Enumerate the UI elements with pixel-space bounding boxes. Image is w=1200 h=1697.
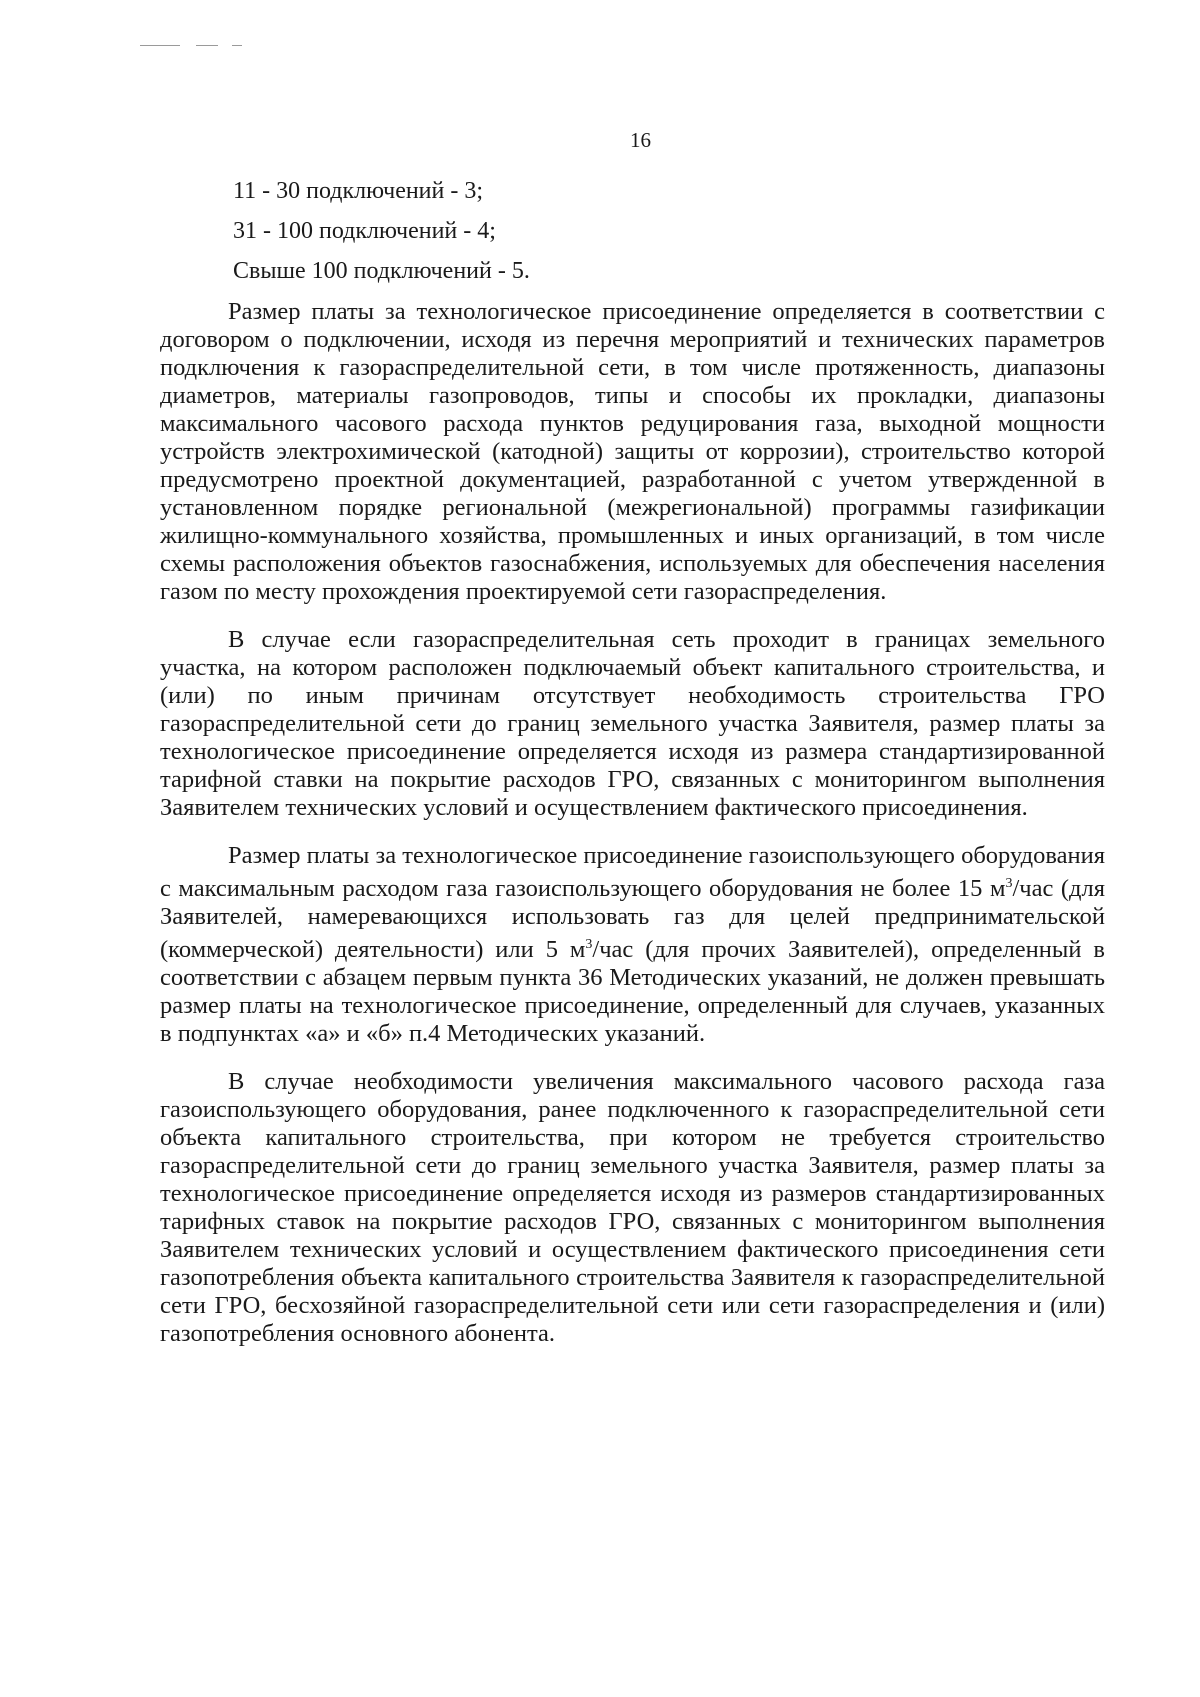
paragraph-text: Размер платы за технологическое присоединение газоиспользующего оборудования с максимальным расходом газа газоиспользующего оборудования не более 15 м: [160, 842, 1105, 903]
list-item: 11 - 30 подключений - 3;: [233, 178, 484, 204]
paragraph-text: /час (для Заявителей, намеревающихся использовать газ для целей предпринимательской (коммерческой) деятельности) или 5 м: [160, 875, 1106, 964]
superscript: 3: [1005, 876, 1013, 891]
page-number: 16: [630, 128, 651, 152]
scan-artifact: [232, 45, 242, 46]
scan-artifact: [196, 45, 218, 46]
body-text: [160, 298, 1105, 1368]
list-item: Свыше 100 подключений - 5.: [233, 258, 530, 284]
paragraph: В случае если газораспределительная сеть проходит в границах земельного участка, на котором расположен подключаемый объект капитального строительства, и (или) по иным причинам отсутствует необходимость строительства ГРО газораспределительной сети до границ земельного участка Заявителя, размер платы за технологическое присоединение определяется исходя из размера стандартизированной тарифной ставки на покрытие расходов ГРО, связанных с мониторингом выполнения Заявителем технических условий и осуществлением фактического присоединения.: [160, 626, 1105, 821]
paragraph: Размер платы за технологическое присоединение определяется в соответствии с договором о подключении, исходя из перечня мероприятий и технических параметров подключения к газораспределительной сети, в том числе протяженность, диапазоны диаметров, материалы газопроводов, типы и способы их прокладки, диапазоны максимального часового расхода пунктов редуцирования газа, выходной мощности устройств электрохимической (катодной) защиты от коррозии), строительство которой предусмотрено проектной документацией, разработанной с учетом утвержденной в установленном порядке региональной (межрегиональной) программы газификации жилищно-коммунального хозяйства, промышленных и иных организаций, в том числе схемы расположения объектов газоснабжения, используемых для обеспечения населения газом по месту прохождения проектируемой сети газораспределения.: [160, 298, 1105, 605]
paragraph-text: /час (для прочих Заявителей), определенный в соответствии с абзацем первым пункта 36 Методических указаний, не должен превышать размер платы на технологическое присоединение, определенный для случаев, указанных в подпунктах «а» и «б» п.4 Методических указаний.: [160, 936, 1105, 1048]
paragraph: В случае необходимости увеличения максимального часового расхода газа газоиспользующего оборудования, ранее подключенного к газораспределительной сети объекта капитального строительства, при котором не требуется строительство газораспределительной сети до границ земельного участка Заявителя, размер платы за технологическое присоединение определяется исходя из размеров стандартизированных тарифных ставок на покрытие расходов ГРО, связанных с мониторингом выполнения Заявителем технических условий и осуществлением фактического присоединения сети газопотребления объекта капитального строительства Заявителя к газораспределительной сети ГРО, бесхозяйной газораспределительной сети или сети газораспределения и (или) газопотребления основного абонента.: [160, 1068, 1105, 1348]
scan-artifact: [140, 45, 180, 46]
superscript: 3: [585, 937, 593, 953]
paragraph: [160, 842, 1105, 1048]
list-item: 31 - 100 подключений - 4;: [233, 218, 496, 244]
